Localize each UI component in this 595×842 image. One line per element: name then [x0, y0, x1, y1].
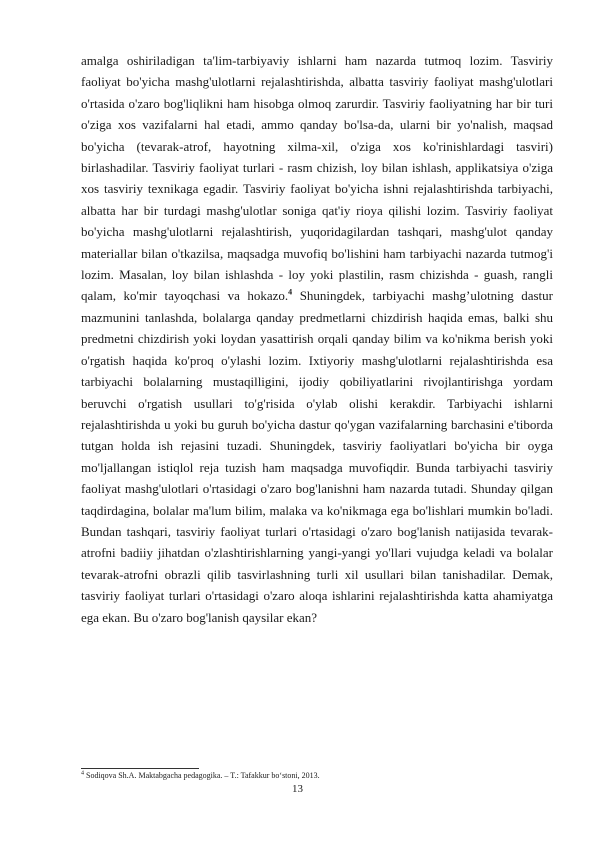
- footnote-text: Sodiqova Sh.A. Maktabgacha pedagogika. – T.: Tafakkur bo‘stoni, 2013.: [84, 771, 320, 780]
- footnote-divider: [81, 768, 199, 769]
- paragraph-text-part2: Shuningdek, tarbiyachi mashg’ulotning dastur mazmunini tanlashda, bolalarga qanday predmetlarni chizdirish haqida emas, balki shu predmetni chizdirish yoki loydan yasattirish orqali qanday bilim va ko'nikma berish yoki o'rgatish haqida ko'proq o'ylashi lozim. Ixtiyoriy mashg'ulotlarni rejalashtirishda esa tarbiyachi bolalarning mustaqilligini, ijodiy qobiliyatlarini rivojlantirishga yordam beruvchi o'rgatish usullari to'g'risida o'ylab olishi kerakdir. Tarbiyachi ishlarni rejalashtirishda u yoki bu guruh bo'yicha dastur qo'ygan vazifalarning barchasini e'tiborda tutgan holda ish rejasini tuzadi. Shuningdek, tasviriy faoliyatlari bo'yicha bir oyga mo'ljallangan istiqlol reja tuzish ham maqsadga muvofiqdir. Bunda tarbiyachi tasviriy faoliyat mashg'ulotlari o'rtasidagi o'zaro bog'lanishni ham nazarda tutadi. Shunday qilgan taqdirdagina, bolalar ma'lum bilim, malaka va ko'nikmaga ega bo'lishlari mumkin bo'ladi. Bundan tashqari, tasviriy faoliyat turlari o'rtasidagi o'zaro bog'lanish natijasida tevarak-atrofni badiiy jihatdan o'zlashtirishlarning yangi-yangi yo'llari vujudga keladi va bolalar tevarak-atrofni obrazli qilib tasvirlashning turli xil usullari bilan tanishadilar. Demak, tasviriy faoliyat turlari o'rtasidagi o'zaro aloqa ishlarini rejalashtirishda katta ahamiyatga ega ekan. Bu o'zaro bog'lanish qaysilar ekan?: [81, 288, 553, 625]
- footnote: [81, 771, 553, 781]
- body-paragraph: [81, 50, 553, 628]
- page-number: 13: [292, 783, 303, 795]
- footnote-number: 4: [81, 770, 84, 777]
- paragraph-text-part1: amalga oshiriladigan ta'lim-tarbiyaviy ishlarni ham nazarda tutmoq lozim. Tasviriy faoliyat bo'yicha mashg'ulotlarni rejalashtirishda, albatta tasviriy faoliyat mashg'ulotlari o'rtasida o'zaro bog'liqlikni ham hisobga olmoq zarurdir. Tasviriy faoliyatning har bir turi o'ziga xos vazifalarni hal etadi, ammo qanday bo'lsa-da, ularni bir yo'nalish, maqsad bo'yicha (tevarak-atrof, hayotning xilma-xil, o'ziga xos ko'rinishlardagi tasviri) birlashadilar. Tasviriy faoliyat turlari - rasm chizish, loy bilan ishlash, applikatsiya o'ziga xos tasviriy texnikaga egadir. Tasviriy faoliyat bo'yicha ishni rejalashtirishda tarbiyachi, albatta har bir turdagi mashg'ulotlar soniga qat'iy rioya qilishi lozim. Tasviriy faoliyat bo'yicha mashg'ulotlarni rejalashtirish, yuqoridagilardan tashqari, mashg'ulot qanday materiallar bilan o'tkazilsa, maqsadga muvofiq bo'lishini ham tarbiyachi nazarda tutmog'i lozim. Masalan, loy bilan ishlashda - loy yoki plastilin, rasm chizishda - guash, rangli qalam, ko'mir tayoqchasi va hokazo.: [81, 53, 553, 304]
- footnote-reference: 4: [288, 288, 293, 298]
